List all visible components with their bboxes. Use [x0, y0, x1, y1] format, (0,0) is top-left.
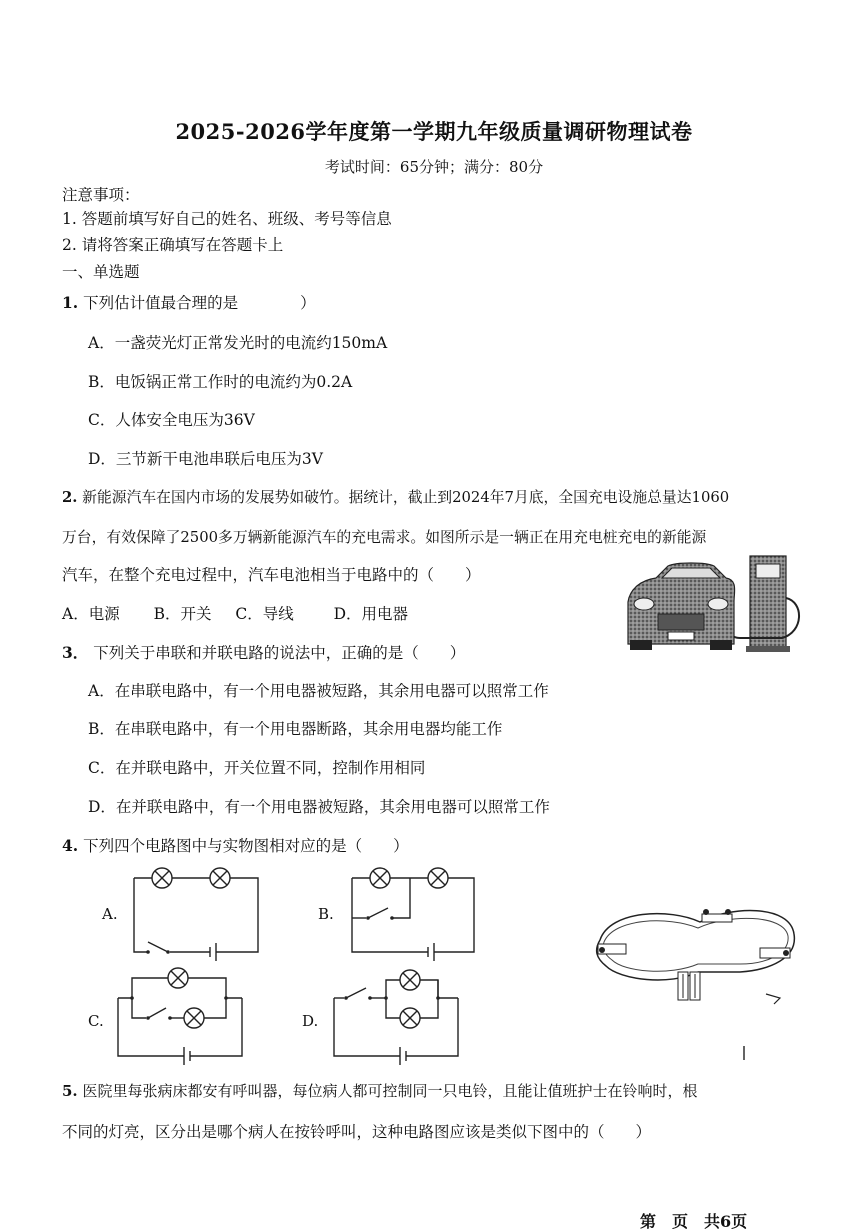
q2-option-c: C．导线: [235, 605, 294, 623]
notice-item-1: 1. 答题前填写好自己的姓名、班级、考号等信息: [62, 210, 392, 228]
q1-option-a: A．一盏荧光灯正常发光时的电流约150mA: [88, 334, 388, 352]
q3-option-d: D．在并联电路中，有一个用电器被短路，其余用电器可以照常工作: [88, 798, 550, 816]
q2-option-b: B．开关: [153, 605, 212, 623]
question-number: 1.: [62, 293, 79, 312]
q3-option-b: B．在串联电路中，有一个用电器断路，其余用电器均能工作: [88, 720, 503, 738]
circuit-diagram-c: [114, 968, 246, 1064]
notice-item-2: 2. 请将答案正确填写在答题卡上: [62, 236, 284, 254]
notice-heading: 注意事项：: [62, 186, 140, 204]
q5-line2: 不同的灯亮，区分出是哪个病人在按铃呼叫，这种电路图应该是类似下图中的（ ）: [62, 1123, 652, 1141]
circuit-diagram-d: [330, 968, 462, 1064]
q2-line3: 汽车，在整个充电过程中，汽车电池相当于电路中的（ ）: [62, 566, 481, 584]
q1-option-b: B．电饭锅正常工作时的电流约为0.2A: [88, 373, 353, 391]
question-stem: 下列四个电路图中与实物图相对应的是（ ）: [83, 837, 409, 855]
page-title: 2025-2026学年度第一学期九年级质量调研物理试卷: [175, 119, 693, 144]
section-heading: 一、单选题: [62, 263, 140, 281]
circuit-a-label: A.: [102, 905, 118, 923]
question-stem: 下列关于串联和并联电路的说法中，正确的是（ ）: [93, 644, 466, 662]
circuit-diagram-a: [130, 866, 262, 962]
q1-option-d: D．三节新干电池串联后电压为3V: [88, 450, 323, 468]
q1-option-c: C．人体安全电压为36V: [88, 411, 255, 429]
exam-info: 考试时间：65分钟；满分：80分: [324, 158, 544, 176]
car-charging-image: [622, 552, 806, 660]
question-number: 4.: [62, 836, 79, 855]
q3-option-c: C．在并联电路中，开关位置不同，控制作用相同: [88, 759, 426, 777]
q2-options: [62, 602, 408, 624]
question-1: [62, 291, 316, 313]
question-number: 5.: [62, 1082, 78, 1100]
circuit-c-label: C.: [88, 1012, 104, 1030]
circuit-b-label: B.: [318, 905, 334, 923]
question-5: [62, 1080, 697, 1101]
question-stem-line1: 医院里每张病床都安有呼叫器，每位病人都可控制同一只电铃，且能让值班护士在铃响时，根: [82, 1082, 698, 1100]
question-stem-line1: 新能源汽车在国内市场的发展势如破竹。据统计，截止到2024年7月底，全国充电设施总量达1060: [82, 489, 730, 506]
page-footer: 第 页 共6页: [640, 1212, 748, 1231]
q3-option-a: A．在串联电路中，有一个用电器被短路，其余用电器可以照常工作: [88, 682, 549, 700]
physical-circuit-image: [590, 900, 800, 1062]
circuit-diagram-b: [348, 866, 480, 962]
circuit-d-label: D.: [302, 1012, 319, 1030]
q2-option-d: D．用电器: [333, 605, 409, 623]
question-3: [62, 641, 465, 663]
q2-option-a: A．电源: [62, 605, 120, 623]
question-2: [62, 486, 729, 507]
question-4: [62, 834, 409, 856]
question-stem: 下列估计值最合理的是 ）: [83, 294, 316, 312]
question-number: 2.: [62, 489, 78, 506]
question-number: 3．: [62, 643, 89, 662]
q2-line2: 万台，有效保障了2500多万辆新能源汽车的充电需求。如图所示是一辆正在用充电桩充电的新能源: [62, 529, 707, 546]
